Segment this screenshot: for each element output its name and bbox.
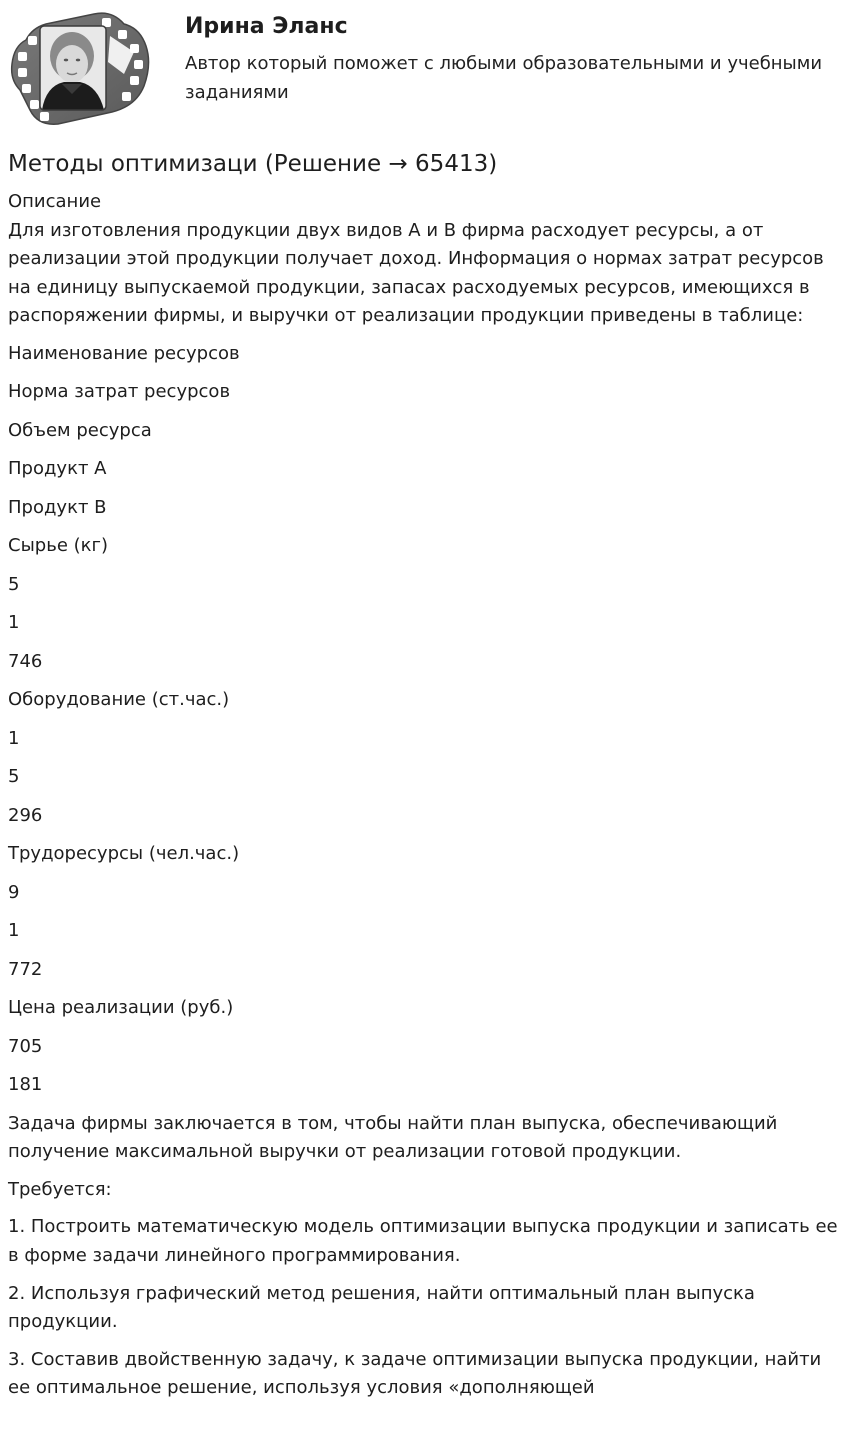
table-cell: 181 <box>8 1074 43 1096</box>
table-cell: Наименование ресурсов <box>8 342 240 364</box>
required-label: Требуется: <box>8 1178 112 1200</box>
table-cell: 296 <box>8 804 43 826</box>
task-paragraph: Задача фирмы заключается в том, чтобы найти план выпуска, обеспечивающий получение максимальной выручки от реализации готовой продукции. <box>8 1112 778 1163</box>
step-item: 2. Используя графический метод решения, найти оптимальный план выпуска продукции. <box>8 1282 755 1333</box>
step-item: 1. Построить математическую модель оптимизации выпуска продукции и записать ее в форме задачи линейного программирования. <box>8 1216 838 1267</box>
table-cell: Сырье (кг) <box>8 535 108 557</box>
table-cell: 746 <box>8 650 43 672</box>
author-name[interactable]: Ирина Эланс <box>185 14 348 39</box>
table-cell: 5 <box>8 573 20 595</box>
film-strip-avatar-icon <box>6 6 152 130</box>
table-cell: Продукт А <box>8 458 107 480</box>
table-cell: 705 <box>8 1035 43 1057</box>
table-cell: 1 <box>8 727 20 749</box>
step-item: 3. Составив двойственную задачу, к задаче оптимизации выпуска продукции, найти ее оптимальное решение, используя условия «дополняющей <box>8 1348 822 1399</box>
page-title: Методы оптимизаци (Решение → 65413) <box>8 151 498 177</box>
table-cell: Трудоресурсы (чел.час.) <box>8 843 240 865</box>
description-label: Описание <box>8 191 102 212</box>
table-cell: 772 <box>8 958 43 980</box>
author-description: Автор который поможет с любыми образовательными и учебными заданиями <box>185 53 823 103</box>
author-header <box>0 0 847 135</box>
table-cell: 1 <box>8 920 20 942</box>
document-content <box>8 148 838 1412</box>
resource-table <box>8 340 838 1100</box>
table-cell: Оборудование (ст.час.) <box>8 689 230 711</box>
table-cell: Цена реализации (руб.) <box>8 997 234 1019</box>
intro-paragraph: Для изготовления продукции двух видов А и В фирма расходует ресурсы, а от реализации этой продукции получает доход. Информация о нормах затрат ресурсов на единицу выпускаемой продукции, запасах расходуемых ресурсов, имеющихся в распоряжении фирмы, и выручки от реализации продукции приведены в таблице: <box>8 219 824 327</box>
table-cell: 5 <box>8 766 20 788</box>
table-cell: Объем ресурса <box>8 419 152 441</box>
table-cell: Продукт В <box>8 496 107 518</box>
author-avatar[interactable] <box>6 6 152 130</box>
description-block <box>8 188 838 331</box>
table-cell: 1 <box>8 612 20 634</box>
table-cell: 9 <box>8 881 20 903</box>
table-cell: Норма затрат ресурсов <box>8 381 231 403</box>
